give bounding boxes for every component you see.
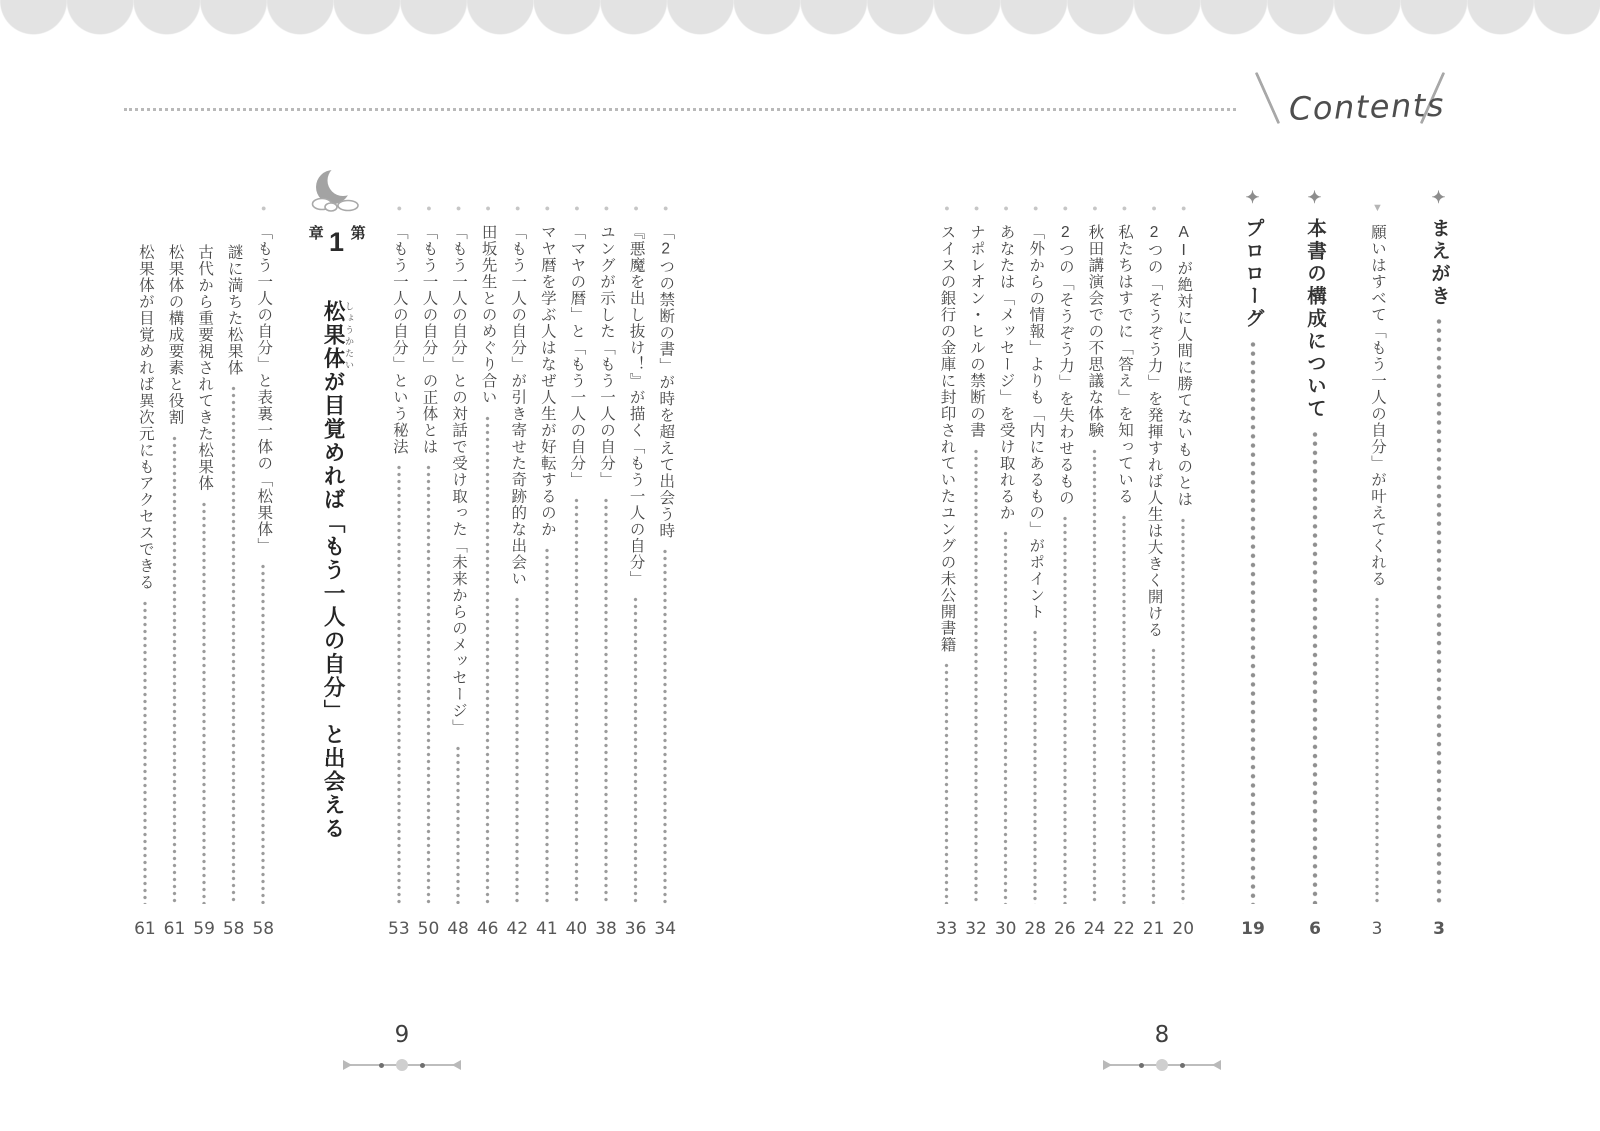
toc-entry-title: 古代から重要視されてきた松果体	[196, 244, 214, 492]
dotted-leader	[1408, 317, 1470, 904]
divider-center-dot	[1156, 1059, 1168, 1071]
dotted-leader	[1020, 629, 1050, 904]
toc-entry-title: 「もう一人の自分」という秘法	[390, 224, 408, 455]
toc-entry-page-number: 6	[1309, 919, 1321, 939]
dotted-leader	[1222, 340, 1284, 905]
toc-entry-page-number: 58	[222, 919, 245, 939]
left-page-toc	[130, 186, 680, 939]
contents-title: Contents	[1288, 85, 1446, 128]
toc-entry	[1109, 186, 1139, 939]
chapter-label-suffix: 章	[306, 225, 324, 240]
bullet-marker-icon: ●	[483, 203, 494, 214]
toc-entry-page-number: 36	[624, 919, 647, 939]
toc-entry-title: AIが絶対に人間に勝てないものとは	[1175, 224, 1193, 508]
toc-entry-page-number: 28	[1024, 919, 1047, 939]
toc-entry	[502, 186, 532, 939]
dotted-leader	[219, 385, 249, 904]
dotted-leader	[961, 448, 991, 905]
toc-entry-page-number: 19	[1241, 919, 1265, 939]
toc-entry-title: 「もう一人の自分」の正体とは	[420, 224, 438, 455]
bullet-marker-icon: ●	[1001, 203, 1012, 214]
bullet-marker-icon: ●	[453, 203, 464, 214]
divider-left-arrow-icon	[1103, 1060, 1112, 1070]
toc-entry	[621, 186, 651, 939]
dotted-leader	[1346, 596, 1408, 904]
chapter-title: 松果 しょうか体 たいが目覚めれば「もう一人の自分」と出会える	[321, 300, 355, 841]
toc-entry-title: スイスの銀行の金庫に封印されていたユングの未公開書籍	[938, 224, 956, 653]
toc-entry	[248, 186, 278, 939]
toc-entry-title: ナポレオン・ヒルの禁断の書	[968, 224, 986, 439]
bullet-marker-icon: ●	[941, 203, 952, 214]
toc-entry-page-number: 46	[476, 919, 499, 939]
bullet-marker-icon: ●	[1030, 203, 1041, 214]
dotted-leader	[1080, 448, 1110, 905]
bullet-marker-icon: ●	[631, 203, 642, 214]
divider-right-arrow-icon	[452, 1060, 461, 1070]
toc-entry	[1408, 186, 1470, 939]
toc-entry-page-number: 53	[388, 919, 410, 939]
toc-entry-title: 『悪魔を出し抜け！』が描く「もう一人の自分」	[627, 224, 645, 587]
toc-entry-page-number: 30	[994, 919, 1017, 939]
dotted-leader	[502, 596, 532, 904]
toc-entry-page-number: 21	[1142, 919, 1165, 939]
toc-entry	[1284, 186, 1346, 939]
bullet-marker-icon: ●	[1089, 203, 1100, 214]
dotted-leader	[532, 547, 562, 905]
dotted-leader	[621, 596, 651, 904]
toc-entry-title: 私たちはすでに「答え」を知っている	[1116, 224, 1134, 505]
toc-entry-title: 願いはすべて「もう一人の自分」が叶えてくれる	[1369, 224, 1386, 587]
toc-entry-title: 「マヤの暦」と「もう一人の自分」	[568, 224, 586, 488]
toc-entry-title: マヤ暦を学ぶ人はなぜ人生が好転するのか	[538, 224, 556, 538]
toc-entry	[932, 186, 962, 939]
dotted-leader	[248, 563, 278, 904]
toc-entry-title: プロローグ	[1242, 218, 1264, 331]
toc-entry-title: 本書の構成について	[1304, 218, 1326, 421]
scalloped-top-border	[0, 0, 1600, 44]
toc-entry	[1139, 186, 1169, 939]
chapter-1-entries	[130, 186, 278, 939]
triangle-marker-icon: ▼	[1371, 202, 1384, 215]
toc-entry	[650, 186, 680, 939]
toc-entry-title: 謎に満ちた松果体	[225, 244, 243, 376]
toc-entry-title: あなたは「メッセージ」を受け取れるか	[997, 224, 1015, 521]
dotted-leader	[932, 662, 962, 904]
toc-entry-page-number: 32	[965, 919, 987, 939]
toc-entry	[473, 186, 503, 939]
divider-right-arrow-icon	[1212, 1060, 1221, 1070]
contents-dotted-rule	[124, 108, 1236, 111]
dotted-leader	[1139, 647, 1169, 904]
chapter-label-number: 1	[321, 227, 352, 257]
toc-entry-title: 「もう一人の自分」との対話で受け取った「未来からのメッセージ」	[450, 224, 468, 736]
dotted-leader	[384, 464, 414, 904]
toc-entry	[1080, 186, 1110, 939]
toc-entry-page-number: 20	[1172, 919, 1195, 939]
right-page-toc	[932, 186, 1470, 939]
toc-entry	[1222, 186, 1284, 939]
dotted-leader	[443, 745, 473, 905]
toc-entry-title: 松果体が目覚めれば異次元にもアクセスできる	[136, 244, 154, 591]
toc-entry-page-number: 24	[1083, 919, 1106, 939]
bullet-marker-icon: ●	[601, 203, 612, 214]
divider-dot	[420, 1063, 425, 1068]
toc-entry	[443, 186, 473, 939]
toc-entry-page-number: 40	[565, 919, 588, 939]
dotted-leader	[130, 600, 160, 905]
toc-entry-title: 松果体の構成要素と役割	[166, 244, 184, 426]
toc-entry-page-number: 50	[417, 919, 440, 939]
right-page-divider	[1103, 1058, 1221, 1072]
toc-entry-title: 2つの「そうぞう力」を失わせるもの	[1056, 224, 1074, 506]
dotted-leader	[160, 435, 190, 905]
dotted-leader	[991, 530, 1021, 904]
divider-dot	[1139, 1063, 1144, 1068]
prologue-continued-entries	[384, 186, 680, 939]
dotted-leader	[591, 497, 621, 904]
toc-entry-page-number: 3	[1433, 919, 1445, 939]
toc-entry	[160, 186, 190, 939]
toc-entry-page-number: 38	[595, 919, 617, 939]
toc-entry-title: 「外からの情報」よりも「内にあるもの」がポイント	[1027, 224, 1045, 620]
toc-entry-page-number: 22	[1113, 919, 1135, 939]
toc-entry	[591, 186, 621, 939]
toc-entry-title: 「2つの禁断の書」が時を超えて出会う時	[657, 224, 675, 539]
toc-entry-title: ユングが示した「もう一人の自分」	[598, 224, 616, 488]
toc-entry-page-number: 34	[654, 919, 677, 939]
bullet-marker-icon: ●	[1060, 203, 1071, 214]
bullet-marker-icon: ●	[571, 203, 582, 214]
bullet-marker-icon: ●	[660, 203, 671, 214]
bullet-marker-icon: ●	[423, 203, 434, 214]
toc-entry-page-number: 41	[536, 919, 558, 939]
bullet-marker-icon: ●	[542, 203, 553, 214]
dotted-leader	[1050, 515, 1080, 904]
toc-entry-title: 「もう一人の自分」と表裏一体の「松果体」	[255, 224, 273, 554]
chapter-1-block	[288, 186, 384, 904]
diamond-marker-icon: ✦	[1243, 188, 1263, 211]
toc-entry-page-number: 58	[252, 919, 275, 939]
dotted-leader	[414, 464, 444, 904]
dotted-leader	[562, 497, 592, 904]
toc-entry-page-number: 61	[163, 919, 186, 939]
right-page-number: 8	[1154, 1022, 1170, 1048]
toc-entry	[189, 186, 219, 939]
dotted-leader	[1109, 514, 1139, 905]
bullet-marker-icon: ●	[258, 203, 269, 214]
bullet-marker-icon: ●	[1178, 203, 1189, 214]
toc-entry-title: 2つの「そうぞう力」を発揮すれば人生は大きく開ける	[1145, 224, 1163, 638]
bullet-marker-icon: ●	[394, 203, 405, 214]
chapter-label-prefix: 第	[348, 225, 366, 240]
divider-left-arrow-icon	[343, 1060, 352, 1070]
toc-entry-page-number: 59	[193, 919, 215, 939]
toc-entry-title: まえがき	[1428, 218, 1450, 308]
toc-entry	[414, 186, 444, 939]
toc-entry	[562, 186, 592, 939]
dotted-leader	[473, 415, 503, 905]
contents-left-slash	[1255, 72, 1281, 124]
toc-entry	[991, 186, 1021, 939]
toc-entry	[130, 186, 160, 939]
bullet-marker-icon: ●	[1119, 203, 1130, 214]
bullet-marker-icon: ●	[971, 203, 982, 214]
toc-entry-title: 「もう一人の自分」が引き寄せた奇跡的な出会い	[509, 224, 527, 587]
bullet-marker-icon: ●	[1149, 203, 1160, 214]
moon-cloud-icon	[306, 164, 366, 220]
toc-entry	[961, 186, 991, 939]
dotted-leader	[1168, 517, 1198, 905]
toc-entry	[532, 186, 562, 939]
toc-entry	[1050, 186, 1080, 939]
divider-dot	[1180, 1063, 1185, 1068]
bullet-marker-icon: ●	[512, 203, 523, 214]
toc-entry	[384, 186, 414, 939]
toc-entry-page-number: 26	[1054, 919, 1076, 939]
toc-entry-page-number: 61	[134, 919, 156, 939]
toc-entry	[1346, 186, 1408, 939]
toc-entry-page-number: 33	[935, 919, 958, 939]
diamond-marker-icon: ✦	[1429, 188, 1449, 211]
left-page-number: 9	[394, 1022, 410, 1048]
divider-dot	[379, 1063, 384, 1068]
toc-entry-page-number: 48	[447, 919, 469, 939]
toc-entry-page-number: 3	[1371, 919, 1383, 939]
toc-entry-title: 田坂先生とのめぐり合い	[479, 224, 497, 406]
diamond-marker-icon: ✦	[1305, 188, 1325, 211]
chapter-label	[308, 224, 365, 260]
toc-entry	[1168, 186, 1198, 939]
toc-entry	[1020, 186, 1050, 939]
left-page-divider	[343, 1058, 461, 1072]
dotted-leader	[1284, 430, 1346, 905]
toc-entry-page-number: 42	[506, 919, 529, 939]
divider-center-dot	[396, 1059, 408, 1071]
toc-entry	[219, 186, 249, 939]
toc-entry-title: 秋田講演会での不思議な体験	[1086, 224, 1104, 439]
dotted-leader	[650, 548, 680, 904]
dotted-leader	[189, 501, 219, 905]
